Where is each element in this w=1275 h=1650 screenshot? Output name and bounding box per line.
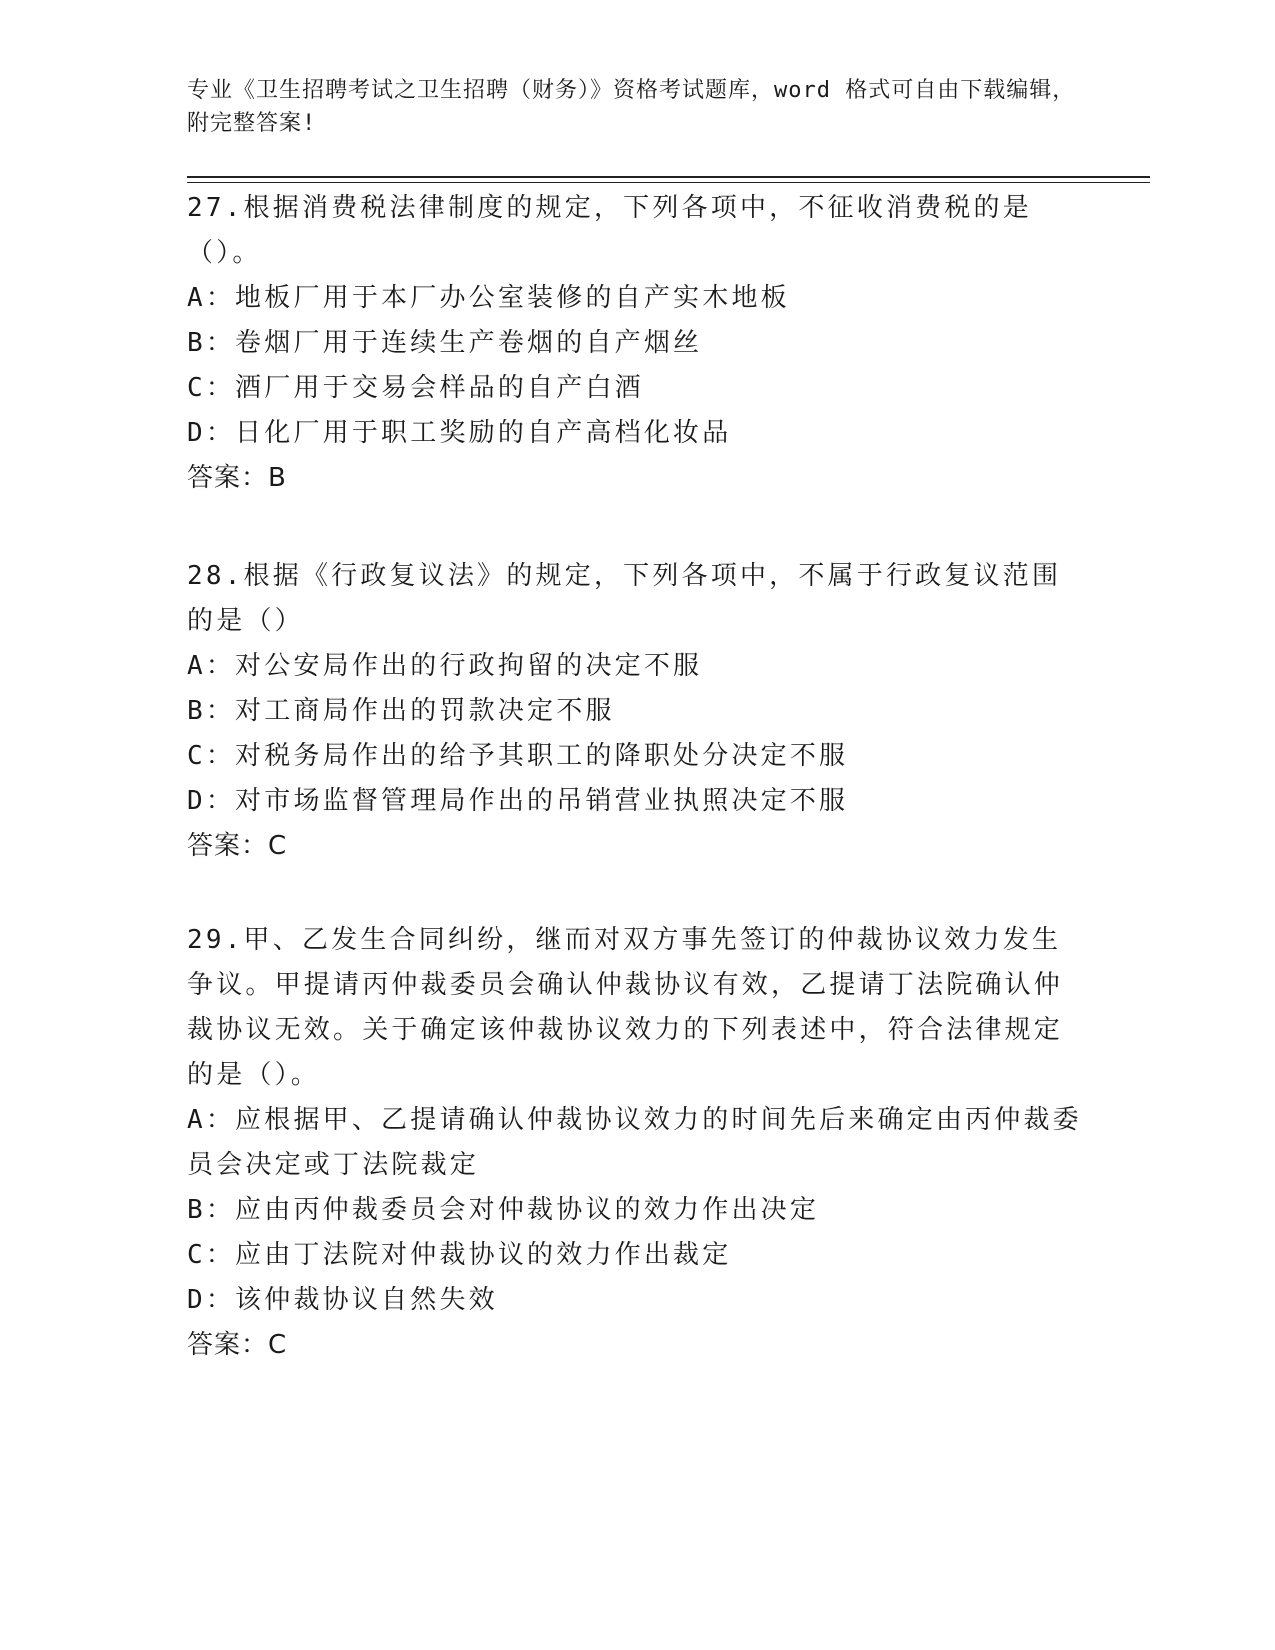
- option-a: A：地板厂用于本厂办公室装修的自产实木地板: [187, 283, 790, 313]
- option-d: D：对市场监督管理局作出的吊销营业执照决定不服: [187, 786, 849, 816]
- question-stem: 28.根据《行政复议法》的规定，下列各项中，不属于行政复议范围的是（）: [187, 561, 1062, 636]
- answer-line: 答案：C: [187, 831, 288, 861]
- question-28: [187, 554, 1087, 869]
- question-stem: 27.根据消费税法律制度的规定，下列各项中，不征收消费税的是（）。: [187, 193, 1032, 268]
- header-divider-thin: [187, 182, 1150, 183]
- option-c: C：对税务局作出的给予其职工的降职处分决定不服: [187, 741, 849, 771]
- header-divider-thick: [187, 176, 1150, 178]
- option-d: D：该仲裁协议自然失效: [187, 1285, 498, 1315]
- option-c: C：应由丁法院对仲裁协议的效力作出裁定: [187, 1240, 732, 1270]
- option-b: B：应由丙仲裁委员会对仲裁协议的效力作出决定: [187, 1195, 820, 1225]
- question-stem: 29.甲、乙发生合同纠纷，继而对双方事先签订的仲裁协议效力发生争议。甲提请丙仲裁委员会确认仲裁协议有效，乙提请丁法院确认仲裁协议无效。关于确定该仲裁协议效力的下列表述中，符合法律规定的是（）。: [187, 925, 1064, 1090]
- answer-line: 答案：C: [187, 1330, 288, 1360]
- option-a: A：应根据甲、乙提请确认仲裁协议效力的时间先后来确定由丙仲裁委员会决定或丁法院裁定: [187, 1105, 1082, 1180]
- option-b: B：卷烟厂用于连续生产卷烟的自产烟丝: [187, 328, 703, 358]
- option-c: C：酒厂用于交易会样品的自产白酒: [187, 373, 644, 403]
- option-d: D：日化厂用于职工奖励的自产高档化妆品: [187, 418, 732, 448]
- option-b: B：对工商局作出的罚款决定不服: [187, 696, 615, 726]
- question-27: [187, 186, 1087, 501]
- option-a: A：对公安局作出的行政拘留的决定不服: [187, 651, 703, 681]
- document-header: 专业《卫生招聘考试之卫生招聘（财务）》资格考试题库，word 格式可自由下载编辑，附完整答案!: [187, 78, 1076, 136]
- question-29: [187, 918, 1087, 1368]
- answer-line: 答案：B: [187, 463, 287, 493]
